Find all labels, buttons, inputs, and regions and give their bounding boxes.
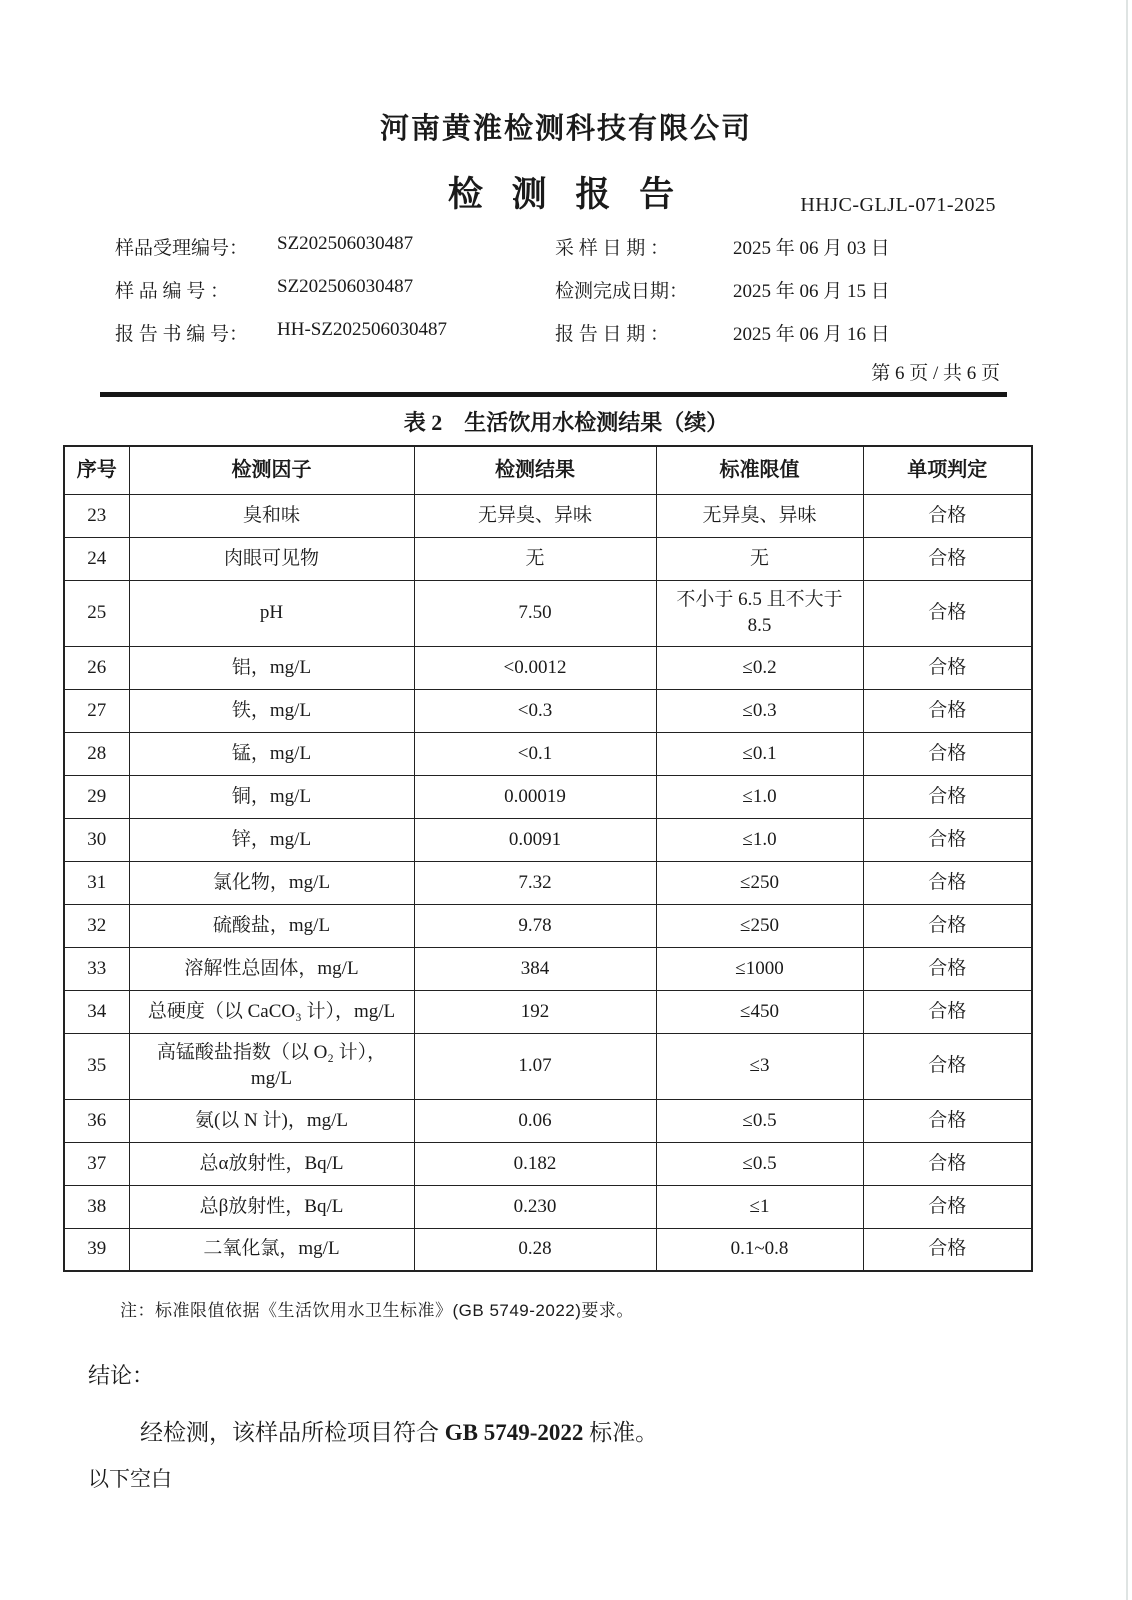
cell-result: 9.78	[414, 904, 656, 947]
conclusion-label: 结论：	[88, 1363, 155, 1388]
cell-no: 30	[64, 818, 129, 861]
cell-result: <0.3	[414, 689, 656, 732]
cell-limit: ≤1.0	[656, 818, 863, 861]
col-header-limit: 标准限值	[656, 446, 863, 494]
table-row	[64, 947, 1032, 990]
page-indicator: 第 6 页 / 共 6 页	[871, 363, 1000, 384]
cell-limit: ≤0.3	[656, 689, 863, 732]
cell-limit: ≤0.2	[656, 646, 863, 689]
cell-no: 28	[64, 732, 129, 775]
header-divider-rule	[100, 392, 1007, 397]
cell-judgment: 合格	[863, 775, 1032, 818]
cell-limit: 无异臭、异味	[656, 494, 863, 537]
cell-factor: 二氧化氯，mg/L	[129, 1228, 414, 1271]
cell-judgment: 合格	[863, 580, 1032, 646]
cell-no: 34	[64, 990, 129, 1033]
cell-judgment: 合格	[863, 537, 1032, 580]
table-row	[64, 494, 1032, 537]
cell-result: 192	[414, 990, 656, 1033]
cell-limit: ≤1000	[656, 947, 863, 990]
table-row	[64, 861, 1032, 904]
blank-below-note: 以下空白	[88, 1468, 172, 1491]
cell-factor: 氨(以 N 计)，mg/L	[129, 1099, 414, 1142]
cell-factor: 氯化物，mg/L	[129, 861, 414, 904]
cell-judgment: 合格	[863, 732, 1032, 775]
col-header-result: 检测结果	[414, 446, 656, 494]
cell-judgment: 合格	[863, 990, 1032, 1033]
sampling-date-value: 2025 年 06 月 03 日	[733, 238, 890, 259]
table-title: 表 2 生活饮用水检测结果（续）	[403, 410, 729, 435]
report-title: 检 测 报 告	[447, 175, 685, 214]
cell-no: 37	[64, 1142, 129, 1185]
sample-accept-no-label: 样品受理编号：	[115, 238, 249, 259]
table-row	[64, 1228, 1032, 1271]
cell-no: 23	[64, 494, 129, 537]
cell-result: <0.1	[414, 732, 656, 775]
cell-result: 7.50	[414, 580, 656, 646]
col-header-no: 序号	[64, 446, 129, 494]
cell-factor: 总α放射性，Bq/L	[129, 1142, 414, 1185]
cell-limit: ≤3	[656, 1033, 863, 1099]
cell-limit: ≤0.5	[656, 1142, 863, 1185]
cell-result: 无	[414, 537, 656, 580]
cell-judgment: 合格	[863, 646, 1032, 689]
table-row	[64, 1099, 1032, 1142]
cell-no: 26	[64, 646, 129, 689]
table-row	[64, 732, 1032, 775]
table-row	[64, 646, 1032, 689]
cell-result: 无异臭、异味	[414, 494, 656, 537]
cell-limit: 无	[656, 537, 863, 580]
cell-limit: 0.1~0.8	[656, 1228, 863, 1271]
cell-factor: 溶解性总固体，mg/L	[129, 947, 414, 990]
col-header-factor: 检测因子	[129, 446, 414, 494]
cell-factor: 硫酸盐，mg/L	[129, 904, 414, 947]
test-complete-date-label: 检测完成日期：	[555, 281, 689, 302]
cell-result: 0.230	[414, 1185, 656, 1228]
cell-judgment: 合格	[863, 904, 1032, 947]
cell-judgment: 合格	[863, 1228, 1032, 1271]
cell-no: 36	[64, 1099, 129, 1142]
table-row	[64, 818, 1032, 861]
cell-judgment: 合格	[863, 689, 1032, 732]
cell-limit: ≤0.5	[656, 1099, 863, 1142]
cell-judgment: 合格	[863, 1033, 1032, 1099]
report-no-label: 报 告 书 编 号：	[115, 324, 249, 345]
cell-limit: ≤0.1	[656, 732, 863, 775]
conclusion-standard: GB 5749-2022	[444, 1420, 584, 1445]
conclusion-prefix: 经检测，该样品所检项目符合	[140, 1420, 445, 1445]
table-row	[64, 775, 1032, 818]
table-row	[64, 904, 1032, 947]
scan-artifact-line	[1126, 0, 1128, 1600]
cell-no: 35	[64, 1033, 129, 1099]
sample-no-value: SZ202506030487	[277, 276, 414, 297]
table-row	[64, 537, 1032, 580]
cell-limit: ≤250	[656, 904, 863, 947]
table-row	[64, 990, 1032, 1033]
cell-judgment: 合格	[863, 947, 1032, 990]
results-table	[63, 445, 1033, 1272]
cell-no: 31	[64, 861, 129, 904]
sampling-date-label: 采 样 日 期 ：	[555, 238, 670, 259]
cell-factor: 铜，mg/L	[129, 775, 414, 818]
report-date-value: 2025 年 06 月 16 日	[733, 324, 890, 345]
cell-judgment: 合格	[863, 1099, 1032, 1142]
cell-result: 0.0091	[414, 818, 656, 861]
report-date-label: 报 告 日 期 ：	[555, 324, 670, 345]
cell-result: 384	[414, 947, 656, 990]
report-title-row	[0, 171, 1132, 219]
cell-factor: 锌，mg/L	[129, 818, 414, 861]
cell-result: 0.182	[414, 1142, 656, 1185]
cell-factor: pH	[129, 580, 414, 646]
conclusion-suffix: 标准。	[583, 1420, 659, 1445]
cell-factor: 高锰酸盐指数（以 O₂ 计）， mg/L	[129, 1033, 414, 1099]
cell-judgment: 合格	[863, 494, 1032, 537]
standard-note: 注：标准限值依据《生活饮用水卫生标准》(GB 5749-2022)要求。	[120, 1301, 634, 1320]
document-number: HHJC-GLJL-071-2025	[800, 194, 996, 216]
cell-result: 0.00019	[414, 775, 656, 818]
sample-info-grid	[115, 233, 1132, 346]
report-no-value: HH-SZ202506030487	[277, 319, 447, 340]
cell-factor: 肉眼可见物	[129, 537, 414, 580]
test-complete-date-value: 2025 年 06 月 15 日	[733, 281, 890, 302]
table-header-row	[64, 446, 1032, 494]
table-row	[64, 1142, 1032, 1185]
cell-judgment: 合格	[863, 1142, 1032, 1185]
cell-result: 1.07	[414, 1033, 656, 1099]
cell-limit: ≤1	[656, 1185, 863, 1228]
cell-factor: 总β放射性，Bq/L	[129, 1185, 414, 1228]
cell-no: 29	[64, 775, 129, 818]
cell-no: 25	[64, 580, 129, 646]
cell-factor: 总硬度（以 CaCO₃ 计），mg/L	[129, 990, 414, 1033]
cell-result: 0.28	[414, 1228, 656, 1271]
cell-factor: 臭和味	[129, 494, 414, 537]
cell-judgment: 合格	[863, 818, 1032, 861]
cell-no: 24	[64, 537, 129, 580]
cell-result: <0.0012	[414, 646, 656, 689]
company-title: 河南黄淮检测科技有限公司	[379, 113, 752, 145]
cell-result: 7.32	[414, 861, 656, 904]
cell-no: 33	[64, 947, 129, 990]
sample-accept-no-value: SZ202506030487	[277, 233, 414, 254]
cell-limit: ≤1.0	[656, 775, 863, 818]
cell-judgment: 合格	[863, 861, 1032, 904]
cell-no: 39	[64, 1228, 129, 1271]
sample-no-label: 样 品 编 号 ：	[115, 281, 230, 302]
cell-factor: 铝，mg/L	[129, 646, 414, 689]
table-row	[64, 580, 1032, 646]
cell-limit: ≤450	[656, 990, 863, 1033]
cell-limit: ≤250	[656, 861, 863, 904]
cell-limit: 不小于 6.5 且不大于 8.5	[656, 580, 863, 646]
cell-judgment: 合格	[863, 1185, 1032, 1228]
table-row	[64, 689, 1032, 732]
results-table-body	[64, 494, 1032, 1271]
cell-no: 32	[64, 904, 129, 947]
cell-no: 27	[64, 689, 129, 732]
table-row	[64, 1185, 1032, 1228]
cell-factor: 铁，mg/L	[129, 689, 414, 732]
cell-factor: 锰，mg/L	[129, 732, 414, 775]
conclusion-text	[140, 1414, 1132, 1447]
cell-result: 0.06	[414, 1099, 656, 1142]
table-row	[64, 1033, 1032, 1099]
cell-no: 38	[64, 1185, 129, 1228]
col-header-judgment: 单项判定	[863, 446, 1032, 494]
